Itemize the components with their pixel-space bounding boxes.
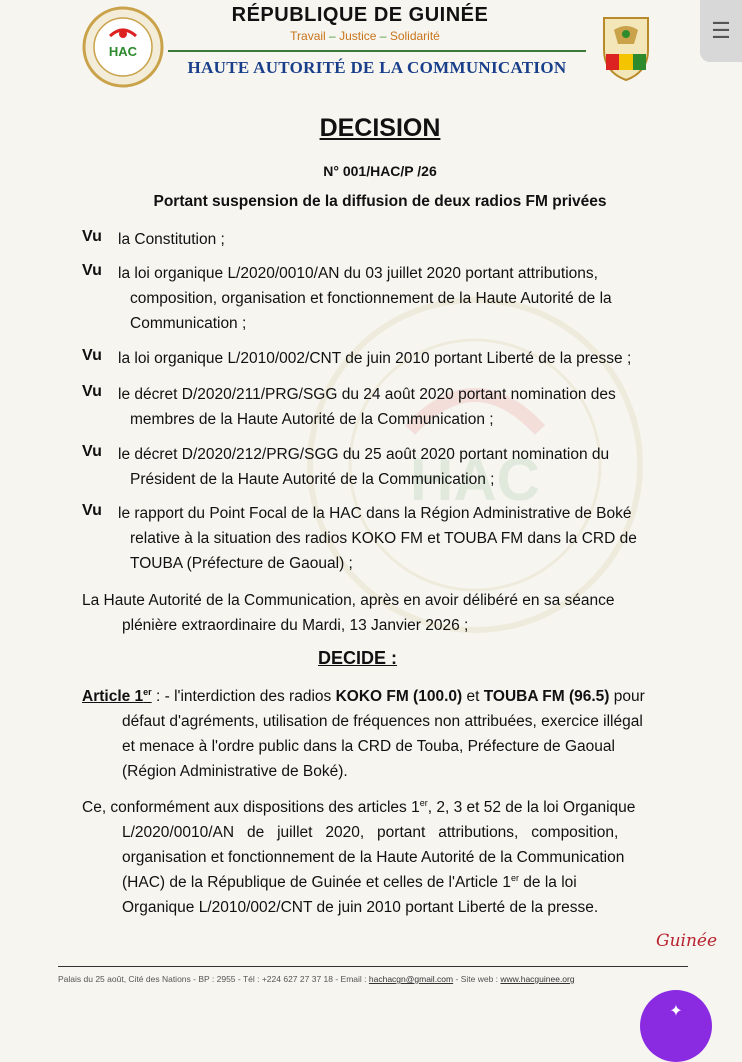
- decision-subject: Portant suspension de la diffusion de deux radios FM privées: [153, 193, 607, 210]
- republic-title: RÉPUBLIQUE DE GUINÉE: [231, 4, 489, 26]
- article-1-label: Article 1er: [82, 686, 152, 705]
- coat-of-arms-icon: [598, 10, 654, 82]
- authority-name: HAUTE AUTORITÉ DE LA COMMUNICATION: [187, 58, 567, 77]
- footer-rule: [58, 966, 688, 967]
- decision-number: N° 001/HAC/P /26: [323, 163, 437, 179]
- vu-label: Vu: [82, 443, 102, 460]
- vu-text: la loi organique L/2010/002/CNT de juin 2010 portant Liberté de la presse ;: [118, 350, 632, 367]
- vu-text: le rapport du Point Focal de la HAC dans la Région Administrative de Boké relative à la situation des radios KOKO FM et TOUBA FM dans la CRD de TOUBA (Préfecture de Gaoual) ;: [118, 505, 637, 572]
- deliberation-text: La Haute Autorité de la Communication, après en avoir délibéré en sa séance plénière extraordinaire du Mardi, 13 Janvier 2026 ;: [82, 592, 615, 634]
- footer: Palais du 25 août, Cité des Nations - BP : 2955 - Tél : +224 627 27 37 18 - Email : hachacgn@gmail.com - Site web : www.hacguinee.org: [58, 974, 575, 984]
- vu-label: Vu: [82, 262, 102, 279]
- hamburger-icon: ☰: [711, 18, 731, 43]
- vu-text: le décret D/2020/211/PRG/SGG du 24 août 2020 portant nomination des membres de la Haute Autorité de la Communication ;: [118, 386, 616, 428]
- decide-heading: DECIDE :: [318, 648, 398, 668]
- vu-label: Vu: [82, 502, 102, 519]
- article-1: Article 1er : - l'interdiction des radios KOKO FM (100.0) et TOUBA FM (96.5) pour défaut d'agréments, utilisation de fréquences non attribuées, exercice illégal et menace à l'ordre public dans la CRD de Touba, Préfecture de Gaoual (Région Administrative de Boké).: [82, 686, 645, 780]
- vu-text: le décret D/2020/212/PRG/SGG du 25 août 2020 portant nomination du Président de la Haute Autorité de la Communication ;: [118, 446, 610, 488]
- menu-button[interactable]: [700, 0, 742, 62]
- sparkle-icon: ✦: [669, 1003, 683, 1020]
- vu-label: Vu: [82, 228, 102, 245]
- vu-label: Vu: [82, 347, 102, 364]
- hac-logo: [82, 6, 164, 88]
- svg-text:HAC: HAC: [108, 44, 138, 59]
- vu-label: Vu: [82, 383, 102, 400]
- guinee-watermark-logo: Guinée: [656, 931, 718, 951]
- vu-text: la Constitution ;: [118, 231, 225, 248]
- website-link[interactable]: www.hacguinee.org: [500, 974, 575, 984]
- conformity-paragraph: Ce, conformément aux dispositions des articles 1er, 2, 3 et 52 de la loi Organique L/2020/0010/AN de juillet 2020, portant attributions, composition, organisation et fonctionnement de la Haute Autorité de la Communication (HAC) de la République de Guinée et celles de l'Article 1er de la loi Organique L/2010/002/CNT de juin 2010 portant Liberté de la presse.: [82, 797, 636, 916]
- national-motto: Travail – Justice – Solidarité: [290, 29, 440, 43]
- document-title: DECISION: [319, 114, 441, 142]
- email-link[interactable]: hachacgn@gmail.com: [368, 974, 454, 984]
- assistant-button[interactable]: [640, 990, 712, 1062]
- svg-text:HAC: HAC: [410, 446, 540, 513]
- vu-text: la loi organique L/2020/0010/AN du 03 juillet 2020 portant attributions, composition, organisation et fonctionnement de la Haute Autorité de la Communication ;: [118, 265, 612, 332]
